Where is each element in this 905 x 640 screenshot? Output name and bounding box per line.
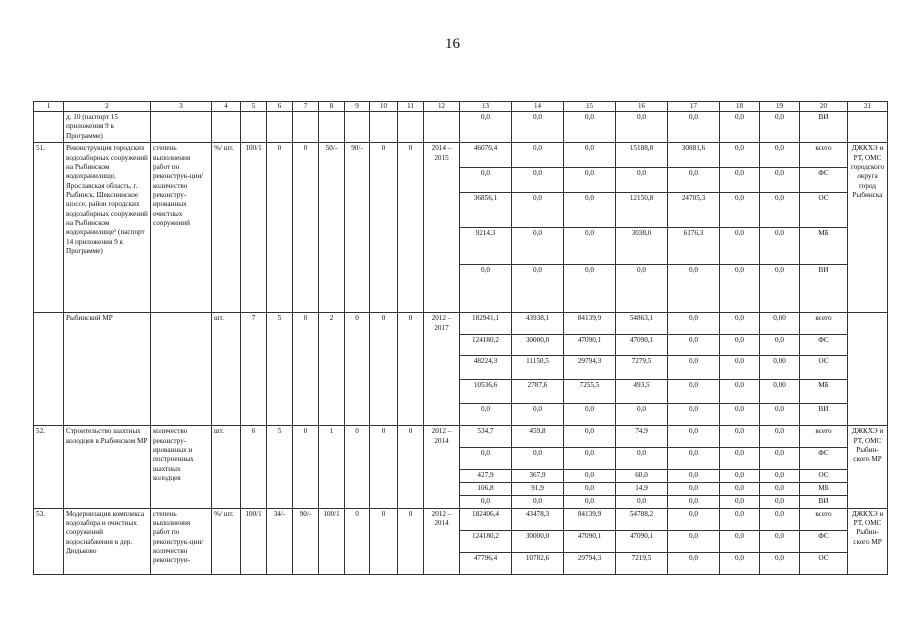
object-name: Рыбинский МР [64,313,151,426]
value-cell: 0,0 [512,228,564,265]
value-cell: 30000,0 [512,335,564,356]
object-name: Реконструкция городских водозаборных сооружений на Рыбинском водохранилище, Ярославская область, г. Рыбинск, Шекснинское шоссе, район городских водозаборных сооружений на Рыбинском водохранилище¹ (паспорт 14 приложения 9 к Программе) [64,143,151,313]
value-cell: 0,0 [760,470,800,483]
fin-source: ФС [800,168,848,193]
value-cell: 0 [370,426,398,508]
value-cell: 0,0 [760,335,800,356]
value-cell: 0,0 [760,168,800,193]
value-cell: 7219,5 [616,552,668,574]
value-cell: 0,0 [668,470,720,483]
value-cell: 124180,2 [460,530,512,552]
executor: ДЖКХЭ и РТ, ОМС городского округа город Рыбинска [848,143,888,313]
value-cell: 0,0 [668,265,720,313]
value-cell: 100/1 [241,508,267,574]
value-cell: 0,0 [512,496,564,508]
column-header: 6 [267,102,293,112]
value-cell: 0,0 [760,448,800,470]
value-cell: 0,00 [760,380,800,404]
value-cell: 50/- [319,143,345,313]
value-cell: 54788,2 [616,508,668,530]
value-cell: 54863,1 [616,313,668,335]
fin-source: ВИ [800,265,848,313]
value-cell: 0,0 [564,470,616,483]
value-cell: 0,0 [760,508,800,530]
value-cell: 48224,3 [460,356,512,380]
value-cell: 0,0 [720,448,760,470]
value-cell: 0 [370,313,398,426]
column-header: 18 [720,102,760,112]
column-header-row [34,102,888,112]
fin-source: всего [800,508,848,530]
value-cell: 0,00 [760,313,800,335]
value-cell: 0,00 [760,356,800,380]
value-cell: 0,0 [720,335,760,356]
value-cell: 7279,5 [616,356,668,380]
value-cell: 0,0 [720,426,760,448]
value-cell: 0,0 [616,404,668,426]
column-header: 2 [64,102,151,112]
value-cell: 0,0 [668,168,720,193]
page-number: 16 [445,36,460,52]
value-cell: 6 [241,426,267,508]
column-header: 19 [760,102,800,112]
value-cell: 0,0 [616,496,668,508]
table-row [34,313,888,335]
value-cell: 0,0 [668,356,720,380]
table-row [34,426,888,448]
value-cell: 0 [370,143,398,313]
value-cell: 0,0 [720,193,760,228]
unit: %/ шт. [212,143,241,313]
column-header: 3 [151,102,212,112]
fin-source: МБ [800,483,848,496]
indicator: степень выполнения работ по реконструк-ции/ количество реконстру-ированных очистных сооружений [151,143,212,313]
value-cell: 0 [398,426,424,508]
value-cell: 534,7 [460,426,512,448]
value-cell: 0,0 [512,143,564,168]
value-cell: 0,0 [668,313,720,335]
value-cell: 47090,1 [616,530,668,552]
value-cell: 0 [293,143,319,313]
value-cell: 0,0 [720,552,760,574]
column-header: 17 [668,102,720,112]
value-cell: 29794,3 [564,356,616,380]
fin-source: ФС [800,335,848,356]
executor: ДЖКХЭ и РТ, ОМС Рыбин-ского МР [848,426,888,508]
value-cell: 0 [370,508,398,574]
fin-source: ВИ [800,496,848,508]
column-header: 16 [616,102,668,112]
value-cell: 36856,1 [460,193,512,228]
value-cell: 10782,6 [512,552,564,574]
value-cell: 0,0 [512,168,564,193]
unit: шт. [212,426,241,508]
value-cell: 0,0 [564,483,616,496]
value-cell: 0,0 [720,356,760,380]
value-cell: 30000,0 [512,530,564,552]
value-cell: 0,0 [668,448,720,470]
row-number: 52. [34,426,64,508]
value-cell: 0 [267,143,293,313]
value-cell: 367,9 [512,470,564,483]
value-cell: 493,5 [616,380,668,404]
value-cell: 3038,0 [616,228,668,265]
unit: шт. [212,313,241,426]
fin-source: ОС [800,552,848,574]
value-cell: 0,0 [720,380,760,404]
value-cell: 0 [398,313,424,426]
fin-source: ОС [800,193,848,228]
value-cell: 7 [241,313,267,426]
value-cell: 0,0 [668,530,720,552]
fin-source: ОС [800,470,848,483]
value-cell: 100/1 [319,508,345,574]
value-cell: 0,0 [668,483,720,496]
value-cell: 0,0 [720,508,760,530]
value-cell: 0,0 [720,313,760,335]
column-header: 14 [512,102,564,112]
column-header: 7 [293,102,319,112]
value-cell: 43938,1 [512,313,564,335]
value-cell: 0,0 [760,496,800,508]
table-row [34,143,888,168]
value-cell: 0,0 [720,265,760,313]
value-cell: 0,0 [460,168,512,193]
value-cell: 84139,9 [564,313,616,335]
value-cell: 0,0 [720,143,760,168]
value-cell: 0,0 [668,508,720,530]
value-cell: 47796,4 [460,552,512,574]
value-cell: 0 [345,313,370,426]
value-cell: 0,0 [512,448,564,470]
period: 2014 – 2015 [424,143,460,313]
value-cell: 0 [293,313,319,426]
value-cell: 74,9 [616,426,668,448]
value-cell: 0,0 [760,483,800,496]
value-cell: 0,0 [760,404,800,426]
value-cell: 0,0 [564,426,616,448]
value-cell: 0,0 [564,228,616,265]
value-cell: 0,0 [460,496,512,508]
value-cell: 47090,1 [564,530,616,552]
value-cell: 0,0 [760,426,800,448]
value-cell: 24705,3 [668,193,720,228]
column-header: 13 [460,102,512,112]
fin-source: ОС [800,356,848,380]
table-row [34,112,888,143]
value-cell: 0,0 [760,193,800,228]
value-cell: 5 [267,426,293,508]
fin-source: всего [800,426,848,448]
column-header: 9 [345,102,370,112]
value-cell: 0,0 [512,193,564,228]
value-cell: 9214,3 [460,228,512,265]
fin-source: ФС [800,530,848,552]
column-header: 10 [370,102,398,112]
period: 2012 – 2014 [424,426,460,508]
value-cell: 0,0 [512,112,564,143]
executor: ДЖКХЭ и РТ, ОМС Рыбин-ского МР [848,508,888,574]
column-header: 11 [398,102,424,112]
value-cell: 0,0 [460,265,512,313]
value-cell: 0,0 [720,530,760,552]
value-cell: 0,0 [720,483,760,496]
value-cell: 0,0 [460,448,512,470]
value-cell: 10536,6 [460,380,512,404]
value-cell: 0,0 [616,448,668,470]
program-table [33,101,888,575]
value-cell: 34/- [267,508,293,574]
column-header: 15 [564,102,616,112]
value-cell: 0,0 [760,530,800,552]
value-cell: 0,0 [720,404,760,426]
fin-source: МБ [800,228,848,265]
value-cell: 0,0 [668,335,720,356]
value-cell: 6176,3 [668,228,720,265]
column-header: 8 [319,102,345,112]
value-cell: 11150,5 [512,356,564,380]
indicator: степень выполнения работ по реконструк-ции/ количество реконструи- [151,508,212,574]
value-cell: 46070,4 [460,143,512,168]
value-cell: 0 [398,508,424,574]
value-cell: 0,0 [760,143,800,168]
object-name: Модернизация комплекса водозабора и очистных сооружений водоснабжения в дер. Дюдьково [64,508,151,574]
value-cell: 0,0 [564,404,616,426]
value-cell: 0,0 [720,168,760,193]
fin-source: всего [800,313,848,335]
object-name: Строительство шахтных колодцев в Рыбинском МР [64,426,151,508]
value-cell: 0,0 [760,228,800,265]
value-cell: 7255,5 [564,380,616,404]
value-cell: 2 [319,313,345,426]
value-cell: 100/1 [241,143,267,313]
row-number: 51. [34,143,64,313]
value-cell: 182941,1 [460,313,512,335]
value-cell: 459,8 [512,426,564,448]
value-cell: 0,0 [564,265,616,313]
value-cell: 1 [319,426,345,508]
value-cell: 43478,3 [512,508,564,530]
fin-source: ВИ [800,112,848,143]
value-cell: 60,0 [616,470,668,483]
value-cell: 30881,6 [668,143,720,168]
value-cell: 0,0 [720,228,760,265]
value-cell: 47090,1 [564,335,616,356]
value-cell: 0 [398,143,424,313]
value-cell: 0,0 [460,404,512,426]
value-cell: 0,0 [564,448,616,470]
value-cell: 0,0 [760,112,800,143]
column-header: 4 [212,102,241,112]
value-cell: 124180,2 [460,335,512,356]
value-cell: 0,0 [760,265,800,313]
value-cell: 29794,3 [564,552,616,574]
value-cell: 2787,6 [512,380,564,404]
value-cell: 0,0 [668,552,720,574]
value-cell: 0,0 [616,168,668,193]
value-cell: 0,0 [564,193,616,228]
value-cell: 106,8 [460,483,512,496]
value-cell: 0,0 [668,426,720,448]
row-number: 53. [34,508,64,574]
value-cell: 427,9 [460,470,512,483]
value-cell: 0,0 [760,552,800,574]
fin-source: ФС [800,448,848,470]
value-cell: 0,0 [668,496,720,508]
value-cell: 0,0 [720,112,760,143]
column-header: 20 [800,102,848,112]
value-cell: 0,0 [720,470,760,483]
column-header: 5 [241,102,267,112]
column-header: 21 [848,102,888,112]
value-cell: 0,0 [564,143,616,168]
unit: %/ шт. [212,508,241,574]
column-header: 1 [34,102,64,112]
value-cell: 47090,1 [616,335,668,356]
value-cell: 12150,8 [616,193,668,228]
fin-source: МБ [800,380,848,404]
value-cell: 0,0 [668,112,720,143]
value-cell: 90/- [293,508,319,574]
value-cell: 0,0 [668,380,720,404]
value-cell: 0,0 [668,404,720,426]
value-cell: 0 [345,508,370,574]
value-cell: 0,0 [720,496,760,508]
value-cell: 0,0 [512,265,564,313]
table-row [34,508,888,530]
value-cell: 182406,4 [460,508,512,530]
column-header: 12 [424,102,460,112]
value-cell: 14,9 [616,483,668,496]
fin-source: ВИ [800,404,848,426]
value-cell: 90/- [345,143,370,313]
value-cell: 0,0 [564,168,616,193]
value-cell: 84139,9 [564,508,616,530]
period: 2012 – 2014 [424,508,460,574]
object-name: д. 10 (паспорт 15 приложения 9 к Программе) [64,112,151,143]
value-cell: 0 [293,426,319,508]
value-cell: 0,0 [460,112,512,143]
period: 2012 – 2017 [424,313,460,426]
indicator: количество реконстру-ированных и построенных шахтных колодцев [151,426,212,508]
fin-source: всего [800,143,848,168]
value-cell: 15188,8 [616,143,668,168]
value-cell: 0,0 [616,112,668,143]
value-cell: 0,0 [564,496,616,508]
value-cell: 0 [345,426,370,508]
value-cell: 0,0 [564,112,616,143]
value-cell: 5 [267,313,293,426]
value-cell: 0,0 [616,265,668,313]
value-cell: 91,9 [512,483,564,496]
value-cell: 0,0 [512,404,564,426]
